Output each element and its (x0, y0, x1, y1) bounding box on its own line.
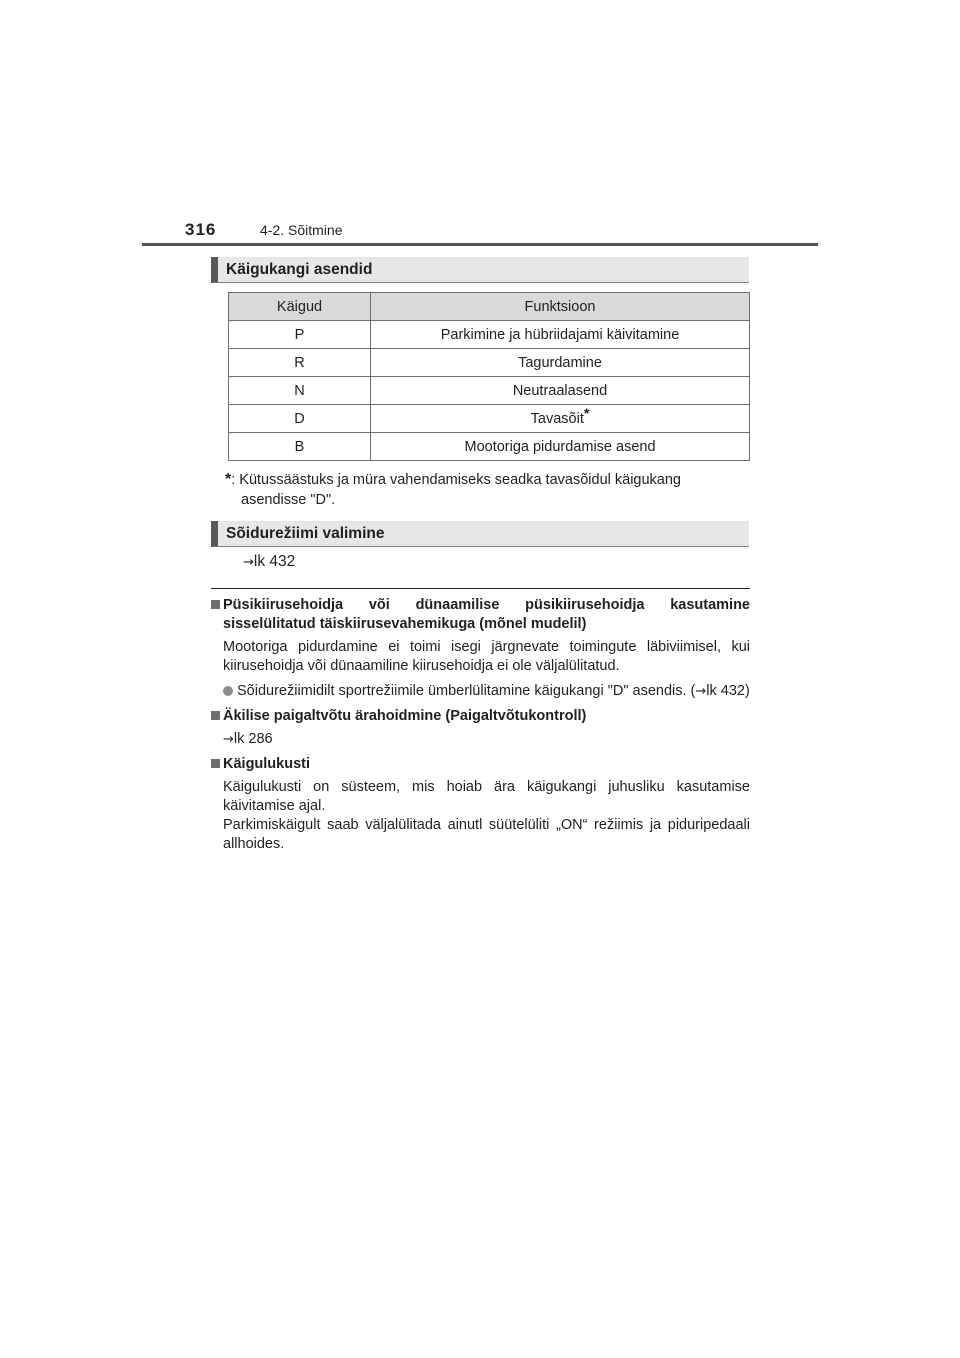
note-title (209, 707, 750, 726)
function-cell: Parkimine ja hübriidajami käivitamine (371, 321, 750, 349)
gear-cell: R (229, 349, 371, 377)
note-body (209, 778, 750, 854)
table-header-row (229, 293, 750, 321)
section-title-gear-positions: Käigukangi asendid (211, 257, 749, 283)
function-cell: Mootoriga pidurdamise asend (371, 433, 750, 461)
function-cell: Neutraalasend (371, 377, 750, 405)
arrow-icon: → (223, 732, 234, 747)
reference-text: lk 286 (233, 731, 273, 747)
note-reference (209, 730, 750, 749)
notes-section (209, 596, 750, 854)
table-row (229, 433, 750, 461)
note-title-text: Püsikiirusehoidja või dünaamilise püsikiirusehoidja kasutamine sisselülitatud täiskiirusevahemikuga (mõnel mudelil) (223, 597, 750, 632)
arrow-icon: → (243, 555, 254, 570)
function-cell (371, 405, 750, 433)
page-number: 316 (185, 220, 217, 239)
table-header-gear: Käigud (229, 293, 371, 321)
table-row (229, 349, 750, 377)
bullet-text (223, 682, 750, 701)
gear-cell: B (229, 433, 371, 461)
gear-cell: D (229, 405, 371, 433)
square-bullet-icon (211, 600, 220, 609)
square-bullet-icon (211, 711, 220, 720)
running-head: 4-2. Sõitmine (260, 222, 343, 238)
note-title (209, 755, 750, 774)
table-header-function: Funktsioon (371, 293, 750, 321)
table-row (229, 405, 750, 433)
gear-table (228, 292, 750, 461)
note-title-text: Äkilise paigaltvõtu ärahoidmine (Paigaltvõtukontroll) (223, 708, 587, 724)
footnote-line2: asendisse "D". (241, 492, 336, 508)
arrow-icon: → (695, 684, 707, 699)
note-title-text: Käigulukusti (223, 756, 311, 772)
list-item (209, 682, 750, 701)
note-body-line: Käigulukusti on süsteem, mis hoiab ära käigukangi juhusliku kasutamise käivitamise ajal. (223, 779, 750, 814)
gear-cell: P (229, 321, 371, 349)
function-text: Tavasõit (530, 410, 584, 427)
divider (211, 588, 750, 589)
bullet-ref: lk 432) (706, 683, 750, 699)
footnote-line1: : Kütussäästuks ja müra vahendamiseks seadka tavasõidul käigukang (231, 472, 681, 488)
header-rule (142, 243, 818, 246)
note-body-line: Parkimiskäigult saab väljalülitada ainutl süütelüliti „ON“ režiimis ja piduripedaali allhoides. (223, 817, 750, 852)
footnote-mark: * (225, 471, 232, 488)
note-title (209, 596, 750, 634)
gear-cell: N (229, 377, 371, 405)
circle-bullet-icon (223, 686, 233, 696)
table-row (229, 321, 750, 349)
bullet-text-main: Sõidurežiimidilt sportrežiimile ümberlülitamine käigukangi "D" asendis. ( (237, 683, 696, 699)
reference-text: lk 432 (253, 553, 296, 570)
square-bullet-icon (211, 759, 220, 768)
function-cell: Tagurdamine (371, 349, 750, 377)
footnote (225, 470, 744, 510)
footnote-star: * (583, 404, 590, 421)
section-title-drive-mode: Sõidurežiimi valimine (211, 521, 749, 547)
page-reference (243, 553, 295, 571)
note-body: Mootoriga pidurdamine ei toimi isegi järgnevate toimingute läbiviimisel, kui kiirusehoidja või dünaamiline kiirusehoidja ei ole väljalülitatud. (223, 639, 750, 674)
table-row (229, 377, 750, 405)
